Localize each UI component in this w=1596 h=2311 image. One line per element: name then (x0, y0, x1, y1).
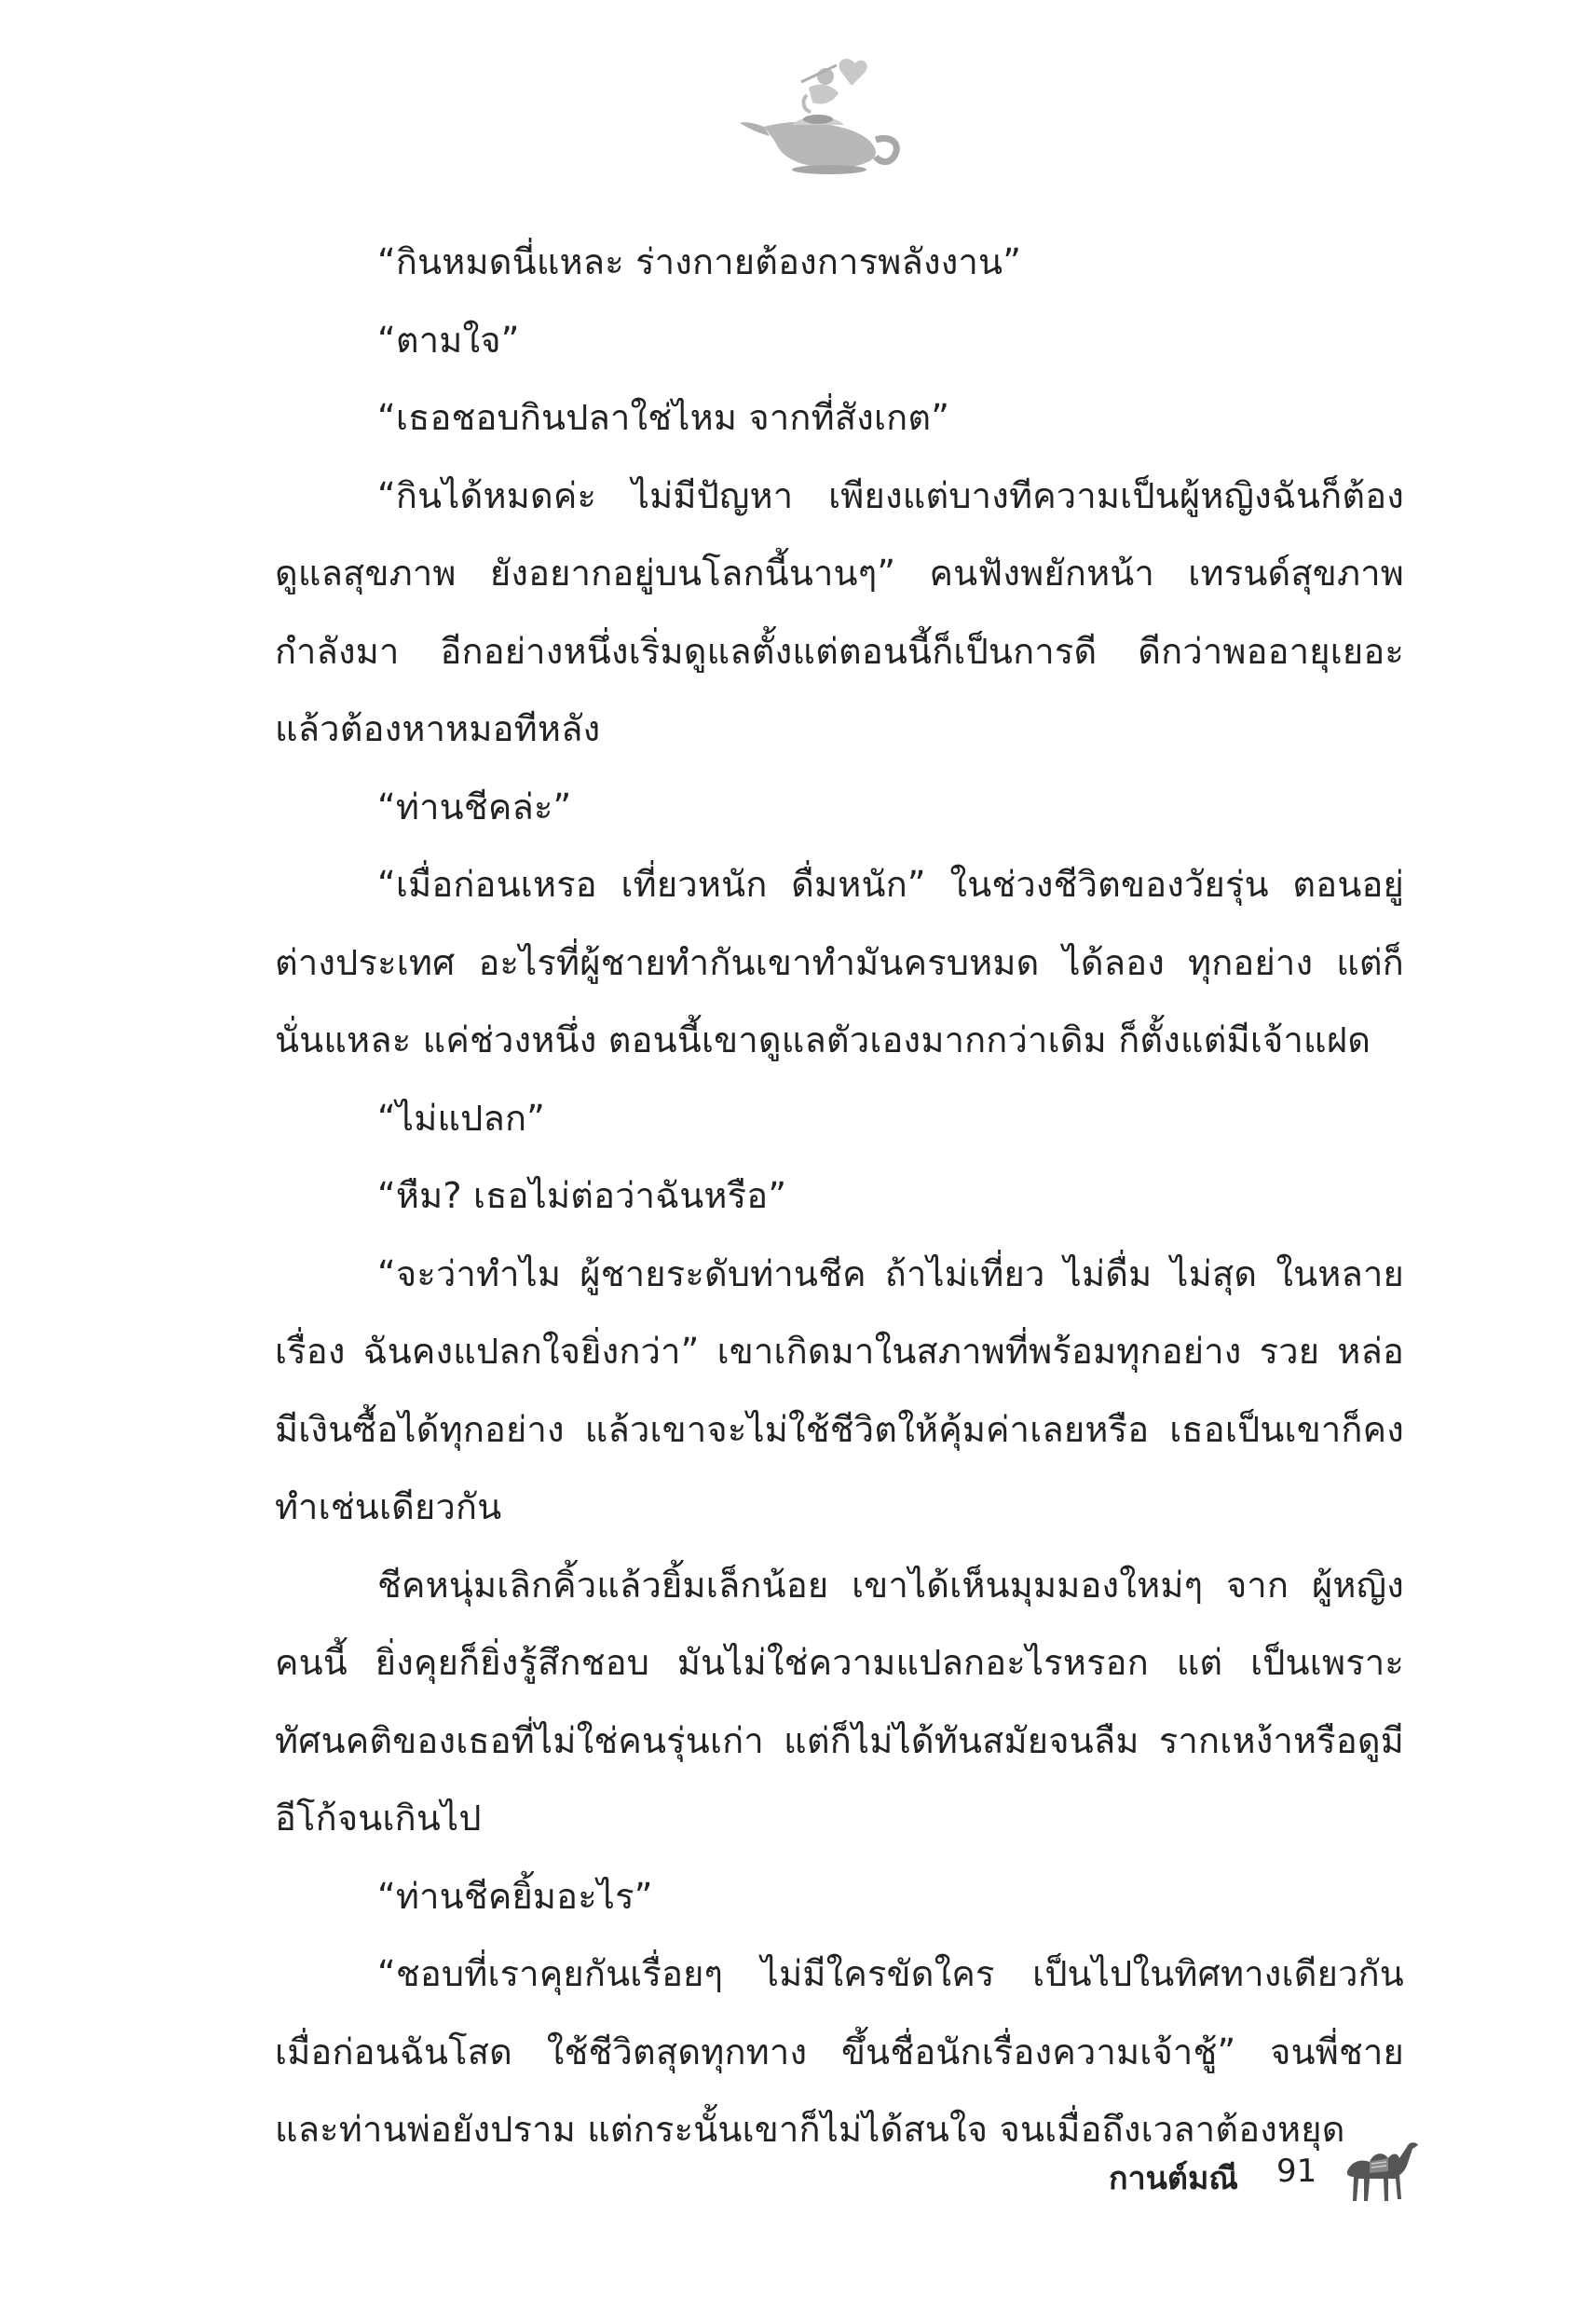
book-title: กานต์มณี (1109, 2160, 1238, 2197)
paragraph: “เธอชอบกินปลาใช่ไหม จากที่สังเกต” (377, 397, 950, 438)
paragraph: “ไม่แปลก” (377, 1097, 546, 1139)
paragraph: “ท่านชีคล่ะ” (377, 786, 572, 827)
paragraph: “จะว่าทำไม ผู้ชายระดับท่านชีค ถ้าไม่เที่ยว ไม่ดื่ม ไม่สุด ในหลายเรื่อง ฉันคงแปลกใจยิ่งกว่า” เขาเกิดมาในสภาพที่พร้อมทุกอย่าง รวย หล่อ มีเงินซื้อได้ทุกอย่าง แล้วเขาจะไม่ใช้ชีวิตให้คุ้มค่าเลยหรือ เธอเป็นเขาก็คงทำเช่นเดียวกัน (275, 1252, 1404, 1527)
paragraph: “ท่านชีคยิ้มอะไร” (377, 1875, 653, 1917)
teapot-with-cupid-icon (736, 54, 922, 175)
paragraph: “กินได้หมดค่ะ ไม่มีปัญหา เพียงแต่บางทีความเป็นผู้หญิงฉันก็ต้องดูแลสุขภาพ ยังอยากอยู่บนโลกนี้นานๆ” คนฟังพยักหน้า เทรนด์สุขภาพกำลังมา อีกอย่างหนึ่งเริ่มดูแลตั้งแต่ตอนนี้ก็เป็นการดี ดีกว่าพออายุเยอะแล้วต้องหาหมอทีหลัง (275, 474, 1404, 749)
paragraph: “ตามใจ” (377, 319, 520, 361)
page-number: 91 (1276, 2153, 1317, 2190)
story-text (275, 224, 1404, 2169)
paragraph: ชีคหนุ่มเลิกคิ้วแล้วยิ้มเล็กน้อย เขาได้เห็นมุมมองใหม่ๆ จาก ผู้หญิงคนนี้ ยิ่งคุยก็ยิ่งรู้สึกชอบ มันไม่ใช่ความแปลกอะไรหรอก แต่ เป็นเพราะทัศนคติของเธอที่ไม่ใช่คนรุ่นเก่า แต่ก็ไม่ได้ทันสมัยจนลืม รากเหง้าหรือดูมีอีโก้จนเกินไป (275, 1564, 1404, 1839)
page-footer (1081, 2134, 1416, 2218)
camel-icon (1342, 2134, 1421, 2208)
paragraph: “กินหมดนี่แหละ ร่างกายต้องการพลังงาน” (377, 241, 1022, 282)
paragraph: “หืม? เธอไม่ต่อว่าฉันหรือ” (377, 1175, 787, 1216)
paragraph: “เมื่อก่อนเหรอ เที่ยวหนัก ดื่มหนัก” ในช่วงชีวิตของวัยรุ่น ตอนอยู่ต่างประเทศ อะไรที่ผู้ชายทำกันเขาทำมันครบหมด ได้ลอง ทุกอย่าง แต่ก็นั่นแหละ แค่ช่วงหนึ่ง ตอนนี้เขาดูแลตัวเองมากกว่าเดิม ก็ตั้งแต่มีเจ้าแฝด (275, 864, 1404, 1060)
paragraph: “ชอบที่เราคุยกันเรื่อยๆ ไม่มีใครขัดใคร เป็นไปในทิศทางเดียวกัน เมื่อก่อนฉันโสด ใช้ชีวิตสุดทุกทาง ขึ้นชื่อนักเรื่องความเจ้าชู้” จนพี่ชาย และท่านพ่อยังปราม แต่กระนั้นเขาก็ไม่ได้สนใจ จนเมื่อถึงเวลาต้องหยุด (275, 1953, 1404, 2150)
